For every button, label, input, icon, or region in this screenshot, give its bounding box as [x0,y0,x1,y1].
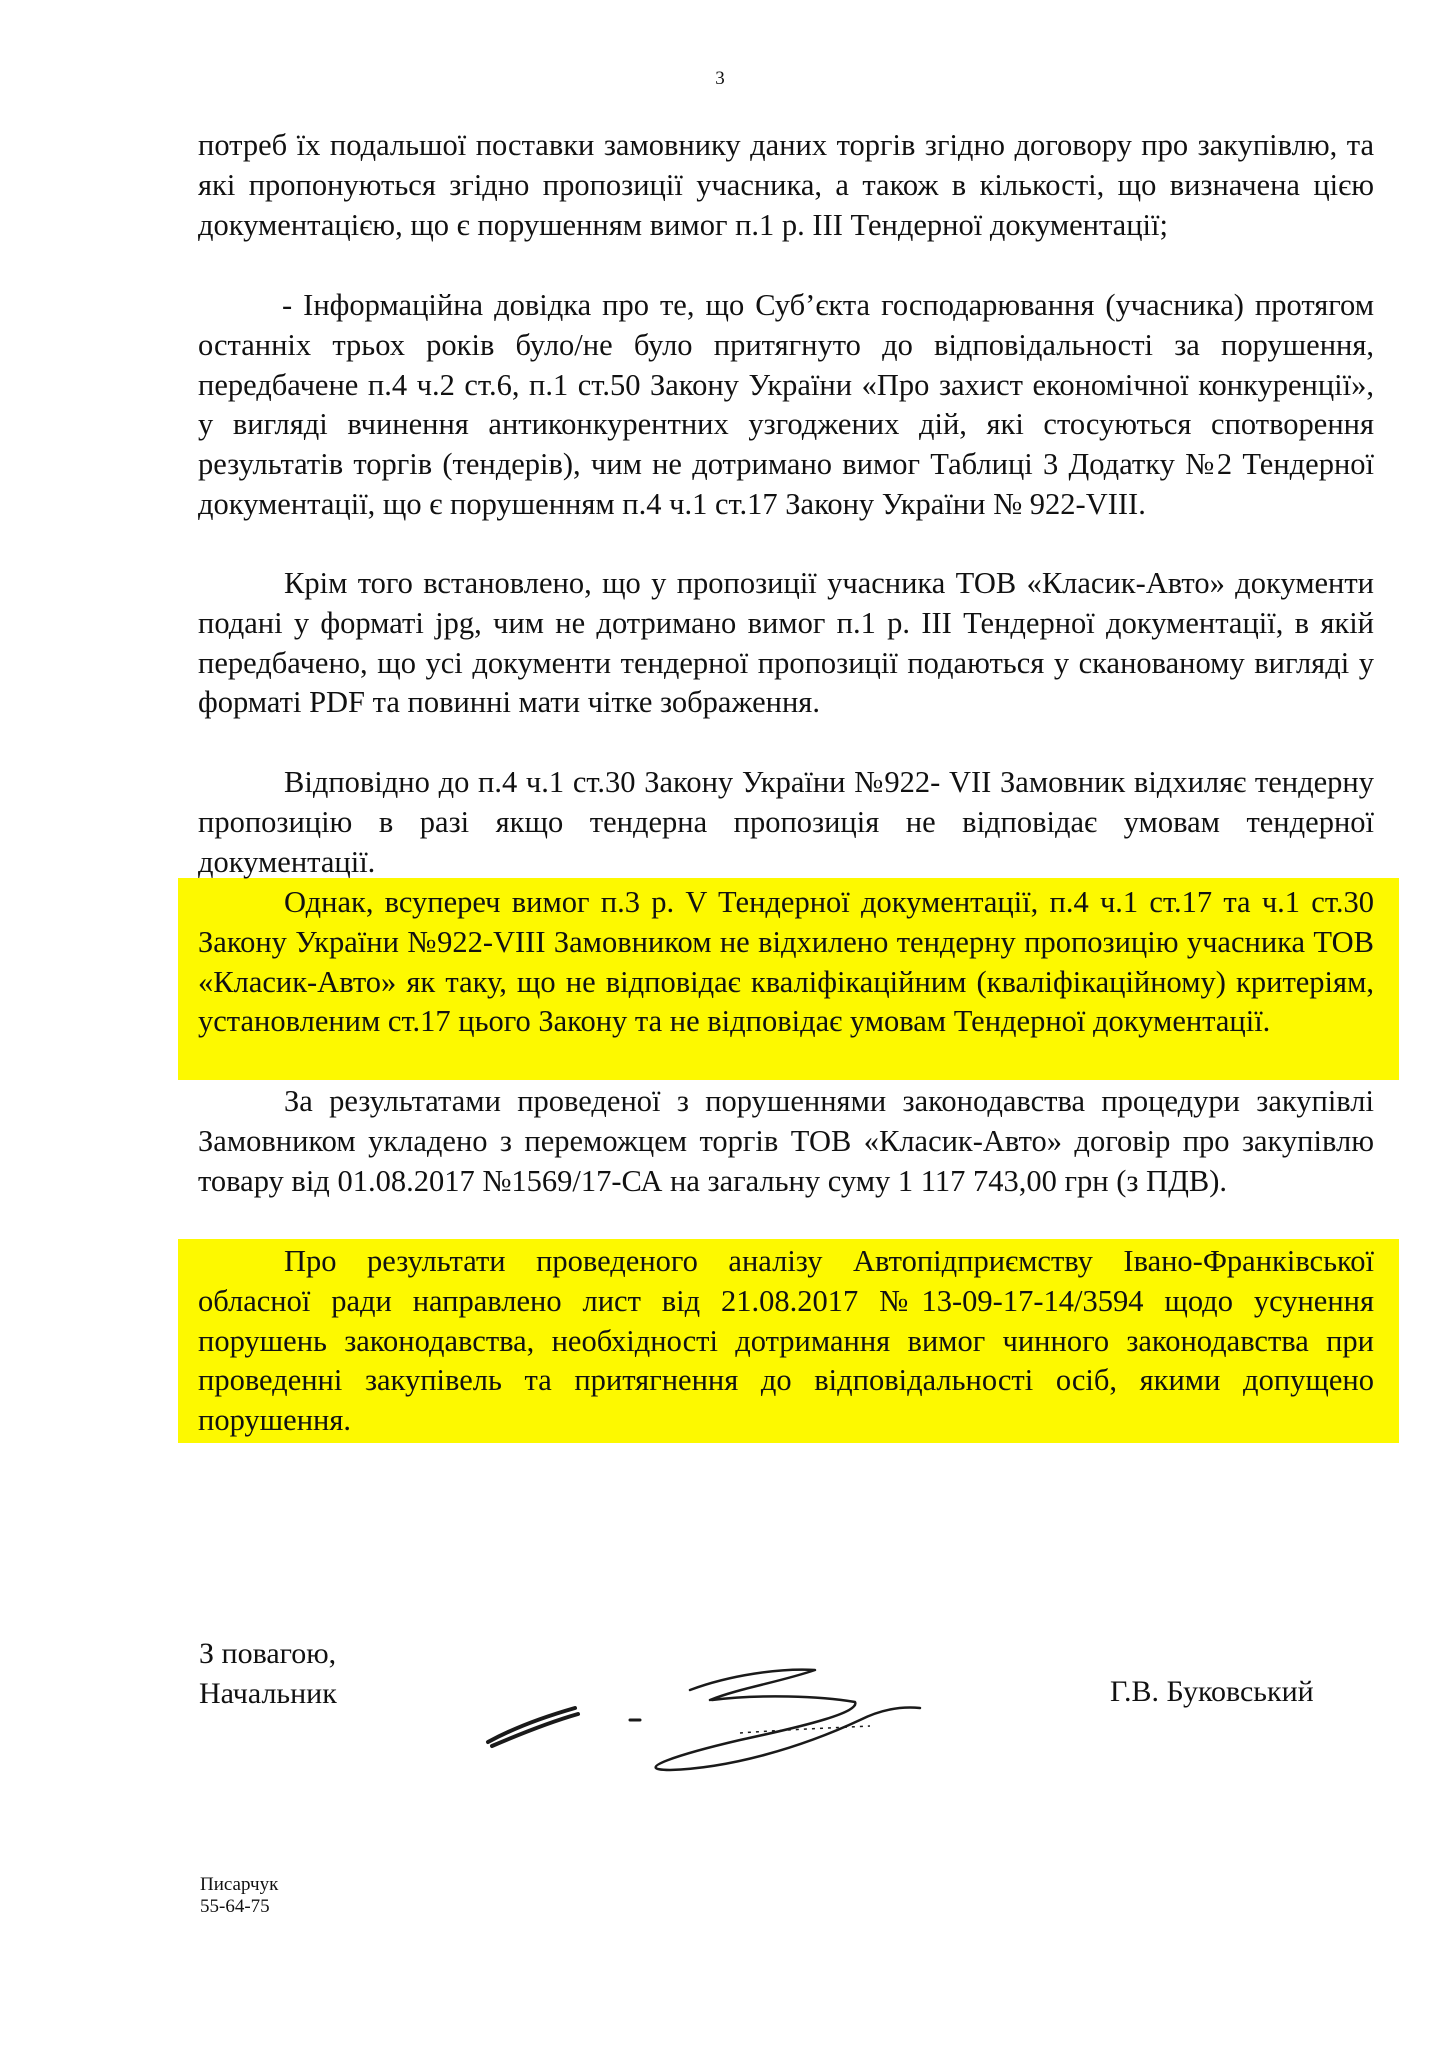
paragraph-text: За результатами проведеної з порушеннями законодавства процедури закупівлі Замовником укладено з переможцем торгів ТОВ «Класик-Авто» договір про закупівлю товару від 01.08.2017 №1569/17-СА на загальну суму 1 117 743,00 грн (з ПДВ). [198,1084,1374,1198]
paragraph-5 [198,883,1374,1042]
handwritten-signature [480,1630,960,1785]
paragraph-6 [198,1082,1374,1201]
paragraph-text: потреб їх подальшої поставки замовнику даних торгів згідно договору про закупівлю, та які пропонуються згідно пропозиції учасника, а також в кількості, що визначена цією документацією, що є порушенням вимог п.1 р. ІІІ Тендерної документації; [198,128,1374,242]
paragraph-text: Відповідно до п.4 ч.1 ст.30 Закону України №922- VII Замовник відхиляє тендерну пропозицію в разі якщо тендерна пропозиція не відповідає умовам тендерної документації. [198,765,1374,879]
paragraph-text: - Інформаційна довідка про те, що Суб’єкта господарювання (учасника) протягом останніх трьох років було/не було притягнуто до відповідальності за порушення, передбачене п.4 ч.2 ст.6, п.1 ст.50 Закону України «Про захист економічної конкуренції», у вигляді вчинення антиконкурентних узгоджених дій, які стосуються спотворення результатів торгів (тендерів), чим не дотримано вимог Таблиці 3 Додатку №2 Тендерної документації, що є порушенням п.4 ч.1 ст.17 Закону України № 922-VIII. [198,288,1374,521]
paragraph-1 [198,126,1374,245]
executor-info [200,1874,278,1918]
paragraph-3 [198,564,1374,723]
closing-block [199,1634,337,1714]
executor-phone: 55-64-75 [200,1896,270,1917]
paragraph-2 [198,286,1374,525]
paragraph-text: Крім того встановлено, що у пропозиції учасника ТОВ «Класик-Авто» документи подані у форматі jpg, чим не дотримано вимог п.1 р. ІІІ Тендерної документації, в якій передбачено, що усі документи тендерної пропозиції подаються у сканованому вигляді у форматі PDF та повинні мати чітке зображення. [198,566,1374,720]
closing-regards: З повагою, [199,1637,337,1670]
signer-name: Г.В. Буковський [1110,1675,1314,1708]
paragraph-text: Про результати проведеного аналізу Автопідприємству Івано-Франківської обласної ради направлено лист від 21.08.2017 №13-09-17-14/3594 щодо усунення порушень законодавства, необхідності дотримання вимог чинного законодавства при проведенні закупівель та притягнення до відповідальності осіб, якими допущено порушення. [198,1244,1374,1438]
closing-position: Начальник [199,1677,337,1710]
executor-name: Писарчук [200,1874,279,1895]
paragraph-4 [198,763,1374,882]
page-number: 3 [715,68,725,89]
paragraph-7 [198,1242,1374,1441]
paragraph-text: Однак, всупереч вимог п.3 р. V Тендерної документації, п.4 ч.1 ст.17 та ч.1 ст.30 Закону України №922-VIII Замовником не відхилено тендерну пропозицію учасника ТОВ «Класик-Авто» як таку, що не відповідає кваліфікаційним (кваліфікаційному) критеріям, установленим ст.17 цього Закону та не відповідає умовам Тендерної документації. [198,885,1374,1039]
